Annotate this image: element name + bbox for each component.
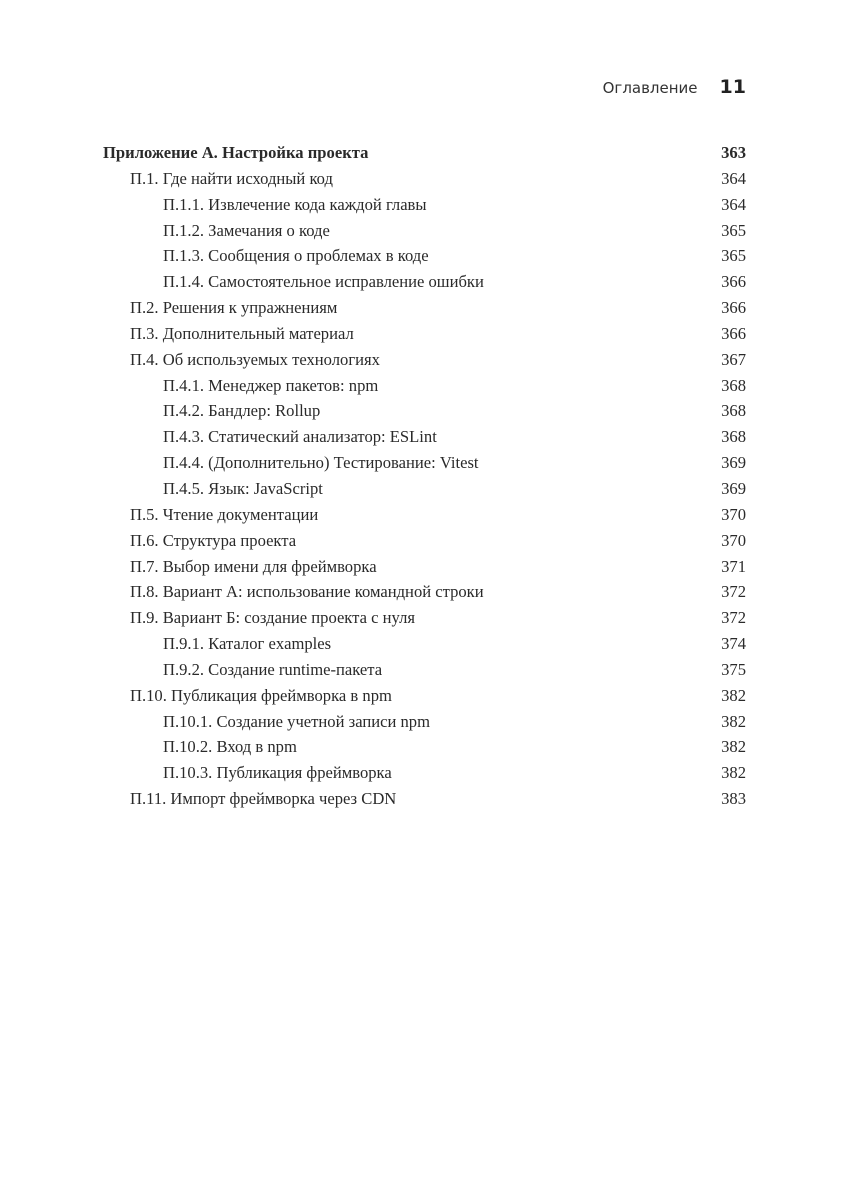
table-of-contents <box>103 142 746 814</box>
toc-entry-page: 366 <box>721 323 746 343</box>
toc-entry-label: П.9. Вариант Б: создание проекта с нуля <box>130 608 415 628</box>
toc-entry-label: П.4.1. Менеджер пакетов: npm <box>163 375 379 395</box>
toc-entry-page: 364 <box>721 168 746 188</box>
toc-entry-page: 366 <box>721 298 746 318</box>
toc-entry-label: П.10.3. Публикация фреймворка <box>163 763 392 783</box>
toc-entry-page: 368 <box>721 375 746 395</box>
toc-entry[interactable] <box>103 504 746 530</box>
toc-entry-label: П.4.5. Язык: JavaScript <box>163 478 323 498</box>
toc-entry-label: П.6. Структура проекта <box>130 530 297 550</box>
toc-entry[interactable] <box>103 375 746 401</box>
toc-entry-page: 363 <box>721 143 746 162</box>
toc-entry-page: 382 <box>721 685 746 705</box>
toc-entry-page: 375 <box>721 659 746 679</box>
toc-entry-label: П.4.3. Статический анализатор: ESLint <box>163 427 437 447</box>
toc-entry-page: 372 <box>721 608 746 628</box>
toc-entry-page: 383 <box>721 789 746 809</box>
toc-entry[interactable] <box>103 194 746 220</box>
toc-entry-page: 368 <box>721 401 746 421</box>
toc-entry[interactable] <box>103 633 746 659</box>
toc-entry[interactable] <box>103 659 746 685</box>
toc-entry-label: П.1.1. Извлечение кода каждой главы <box>163 194 427 214</box>
toc-entry-page: 365 <box>721 246 746 266</box>
toc-entry-page: 365 <box>721 220 746 240</box>
toc-entry-label: П.3. Дополнительный материал <box>130 323 354 343</box>
toc-entry-label: П.1.3. Сообщения о проблемах в коде <box>163 246 429 266</box>
toc-entry-label: П.9.2. Создание runtime-пакета <box>163 659 383 679</box>
toc-entry[interactable] <box>103 297 746 323</box>
toc-entry-label: П.2. Решения к упражнениям <box>130 298 338 318</box>
toc-entry-label: П.10.1. Создание учетной записи npm <box>163 711 430 731</box>
toc-entry-label: П.4. Об используемых технологиях <box>130 349 380 369</box>
toc-entry-label: П.9.1. Каталог examples <box>163 634 332 654</box>
toc-entry-label: П.10.2. Вход в npm <box>163 737 297 757</box>
toc-entry[interactable] <box>103 426 746 452</box>
toc-entry-label: П.4.4. (Дополнительно) Тестирование: Vitest <box>163 453 479 473</box>
toc-entry[interactable] <box>103 556 746 582</box>
toc-entry-page: 367 <box>721 349 746 369</box>
toc-entry-page: 370 <box>721 504 746 524</box>
toc-entry[interactable] <box>103 478 746 504</box>
toc-entry[interactable] <box>103 711 746 737</box>
toc-entry-page: 369 <box>721 453 746 473</box>
toc-entry-label: П.8. Вариант А: использование командной строки <box>130 582 484 602</box>
toc-entry[interactable] <box>103 788 746 814</box>
running-head-title: Оглавление <box>602 79 698 97</box>
toc-entry[interactable] <box>103 736 746 762</box>
toc-entry[interactable] <box>103 762 746 788</box>
toc-entry[interactable] <box>103 581 746 607</box>
toc-entry-page: 366 <box>721 272 746 292</box>
page-number: 11 <box>719 76 746 98</box>
toc-entry-page: 382 <box>721 711 746 731</box>
toc-entry-page: 372 <box>721 582 746 602</box>
toc-entry[interactable] <box>103 245 746 271</box>
toc-entry-appendix-a[interactable] <box>103 142 746 168</box>
toc-entry-label: П.1. Где найти исходный код <box>130 168 333 188</box>
toc-entry-label: Приложение А. Настройка проекта <box>103 143 369 162</box>
toc-entry-label: П.10. Публикация фреймворка в npm <box>130 685 392 705</box>
toc-entry[interactable] <box>103 168 746 194</box>
toc-entry-label: П.5. Чтение документации <box>130 504 319 524</box>
toc-entry-label: П.11. Импорт фреймворка через CDN <box>130 789 397 809</box>
toc-entry-page: 374 <box>721 634 746 654</box>
toc-entry-page: 382 <box>721 763 746 783</box>
running-head <box>603 76 746 98</box>
toc-entry[interactable] <box>103 685 746 711</box>
toc-entry-label: П.1.2. Замечания о коде <box>163 220 330 240</box>
toc-entry[interactable] <box>103 400 746 426</box>
toc-entry[interactable] <box>103 271 746 297</box>
toc-entry-page: 371 <box>721 556 746 576</box>
toc-entry-page: 382 <box>721 737 746 757</box>
toc-entry-label: П.1.4. Самостоятельное исправление ошибки <box>163 272 484 292</box>
toc-entry[interactable] <box>103 452 746 478</box>
toc-entry[interactable] <box>103 607 746 633</box>
toc-entry[interactable] <box>103 323 746 349</box>
toc-entry-page: 370 <box>721 530 746 550</box>
toc-entry-label: П.7. Выбор имени для фреймворка <box>130 556 377 576</box>
toc-entry-page: 364 <box>721 194 746 214</box>
toc-entry[interactable] <box>103 220 746 246</box>
toc-entry-label: П.4.2. Бандлер: Rollup <box>163 401 321 421</box>
toc-entry-page: 369 <box>721 478 746 498</box>
toc-entry[interactable] <box>103 349 746 375</box>
toc-entry-page: 368 <box>721 427 746 447</box>
toc-entry[interactable] <box>103 530 746 556</box>
